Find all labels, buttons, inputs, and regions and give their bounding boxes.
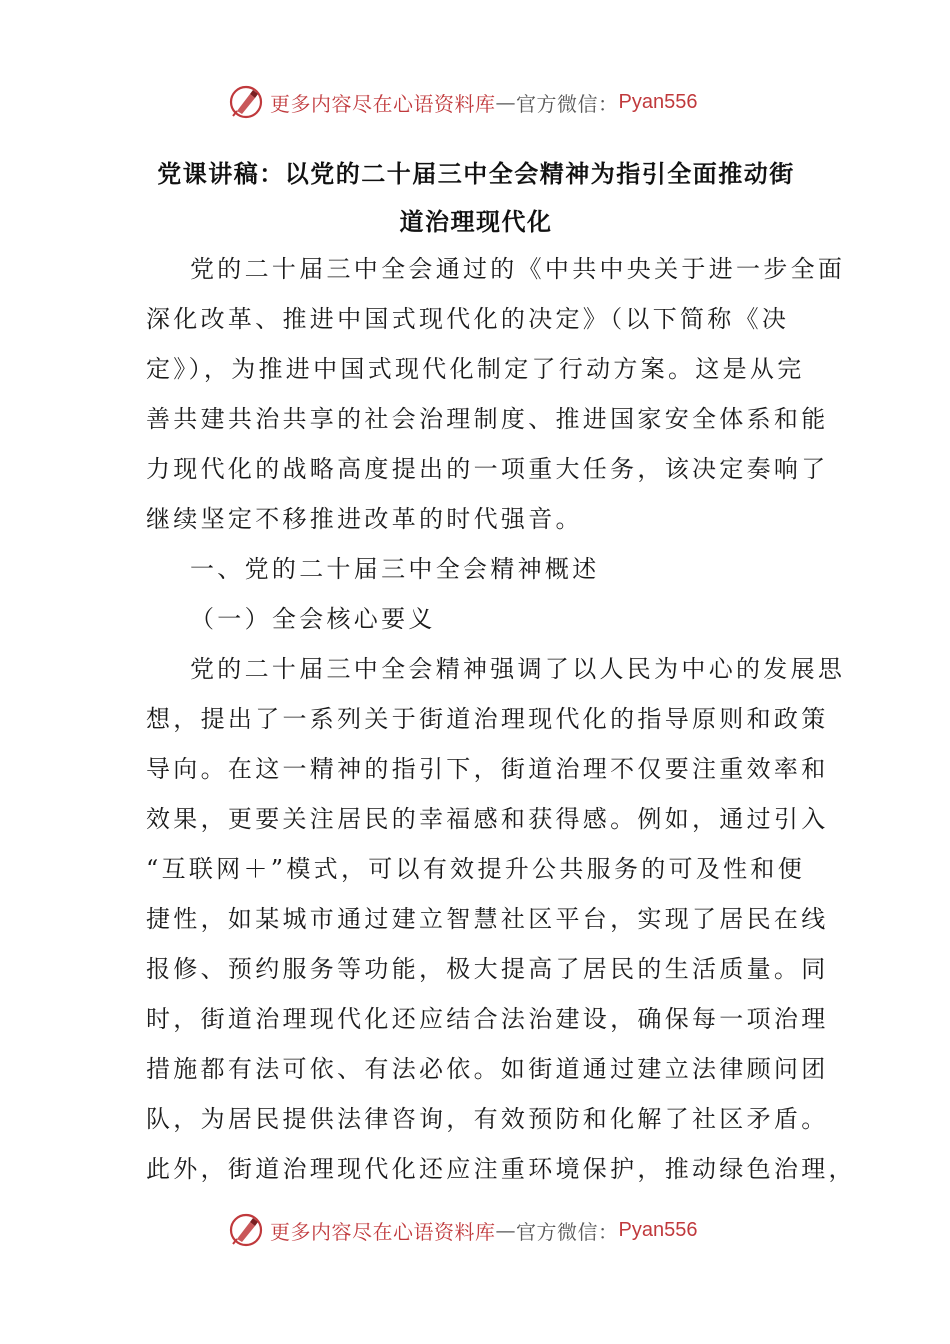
body-line: 定》），为推进中国式现代化制定了行动方案。这是从完	[146, 355, 805, 383]
watermark-dash: —	[495, 1218, 516, 1242]
body-line: 捷性，如某城市通过建立智慧社区平台，实现了居民在线	[146, 905, 829, 933]
body-line: 力现代化的战略高度提出的一项重大任务，该决定奏响了	[146, 455, 829, 483]
header-watermark-banner	[0, 80, 950, 124]
section-heading: 一、党的二十届三中全会精神概述	[190, 555, 600, 583]
body-line: “互联网＋”模式，可以有效提升公共服务的可及性和便	[146, 855, 806, 883]
document-title-line-1: 党课讲稿：以党的二十届三中全会精神为指引全面推动街	[157, 160, 795, 188]
pen-nib-logo-icon	[228, 1212, 264, 1248]
body-line: 继续坚定不移推进改革的时代强音。	[146, 505, 583, 533]
body-line: 时，街道治理现代化还应结合法治建设，确保每一项治理	[146, 1005, 829, 1033]
body-line: 效果，更要关注居民的幸福感和获得感。例如，通过引入	[146, 805, 829, 833]
body-line: 此外，街道治理现代化还应注重环境保护，推动绿色治理，	[146, 1155, 856, 1183]
pen-nib-logo-icon	[228, 84, 264, 120]
body-line: 党的二十届三中全会通过的《中共中央关于进一步全面	[190, 255, 846, 283]
body-line: 想，提出了一系列关于街道治理现代化的指导原则和政策	[146, 705, 829, 733]
watermark-wechat-label: 官方微信：	[516, 91, 619, 116]
watermark-main-text: 更多内容尽在心语资料库	[270, 1219, 496, 1244]
body-line: 善共建共治共享的社会治理制度、推进国家安全体系和能	[146, 405, 829, 433]
body-line: 党的二十届三中全会精神强调了以人民为中心的发展思	[190, 655, 846, 683]
watermark-wechat-id: Pyan556	[618, 1218, 698, 1241]
watermark-dash: —	[495, 90, 516, 114]
watermark-wechat-label: 官方微信：	[516, 1219, 619, 1244]
body-line: 措施都有法可依、有法必依。如街道通过建立法律顾问团	[146, 1055, 829, 1083]
document-title-line-2: 道治理现代化	[399, 208, 553, 236]
watermark-wechat-id: Pyan556	[618, 90, 698, 113]
watermark-main-text: 更多内容尽在心语资料库	[270, 91, 496, 116]
body-line: 导向。在这一精神的指引下，街道治理不仅要注重效率和	[146, 755, 829, 783]
subsection-heading: （一）全会核心要义	[190, 605, 436, 633]
body-line: 报修、预约服务等功能，极大提高了居民的生活质量。同	[146, 955, 829, 983]
body-line: 队，为居民提供法律咨询，有效预防和化解了社区矛盾。	[146, 1105, 829, 1133]
body-line: 深化改革、推进中国式现代化的决定》（以下简称《决	[146, 305, 790, 333]
footer-watermark-banner	[0, 1208, 950, 1252]
